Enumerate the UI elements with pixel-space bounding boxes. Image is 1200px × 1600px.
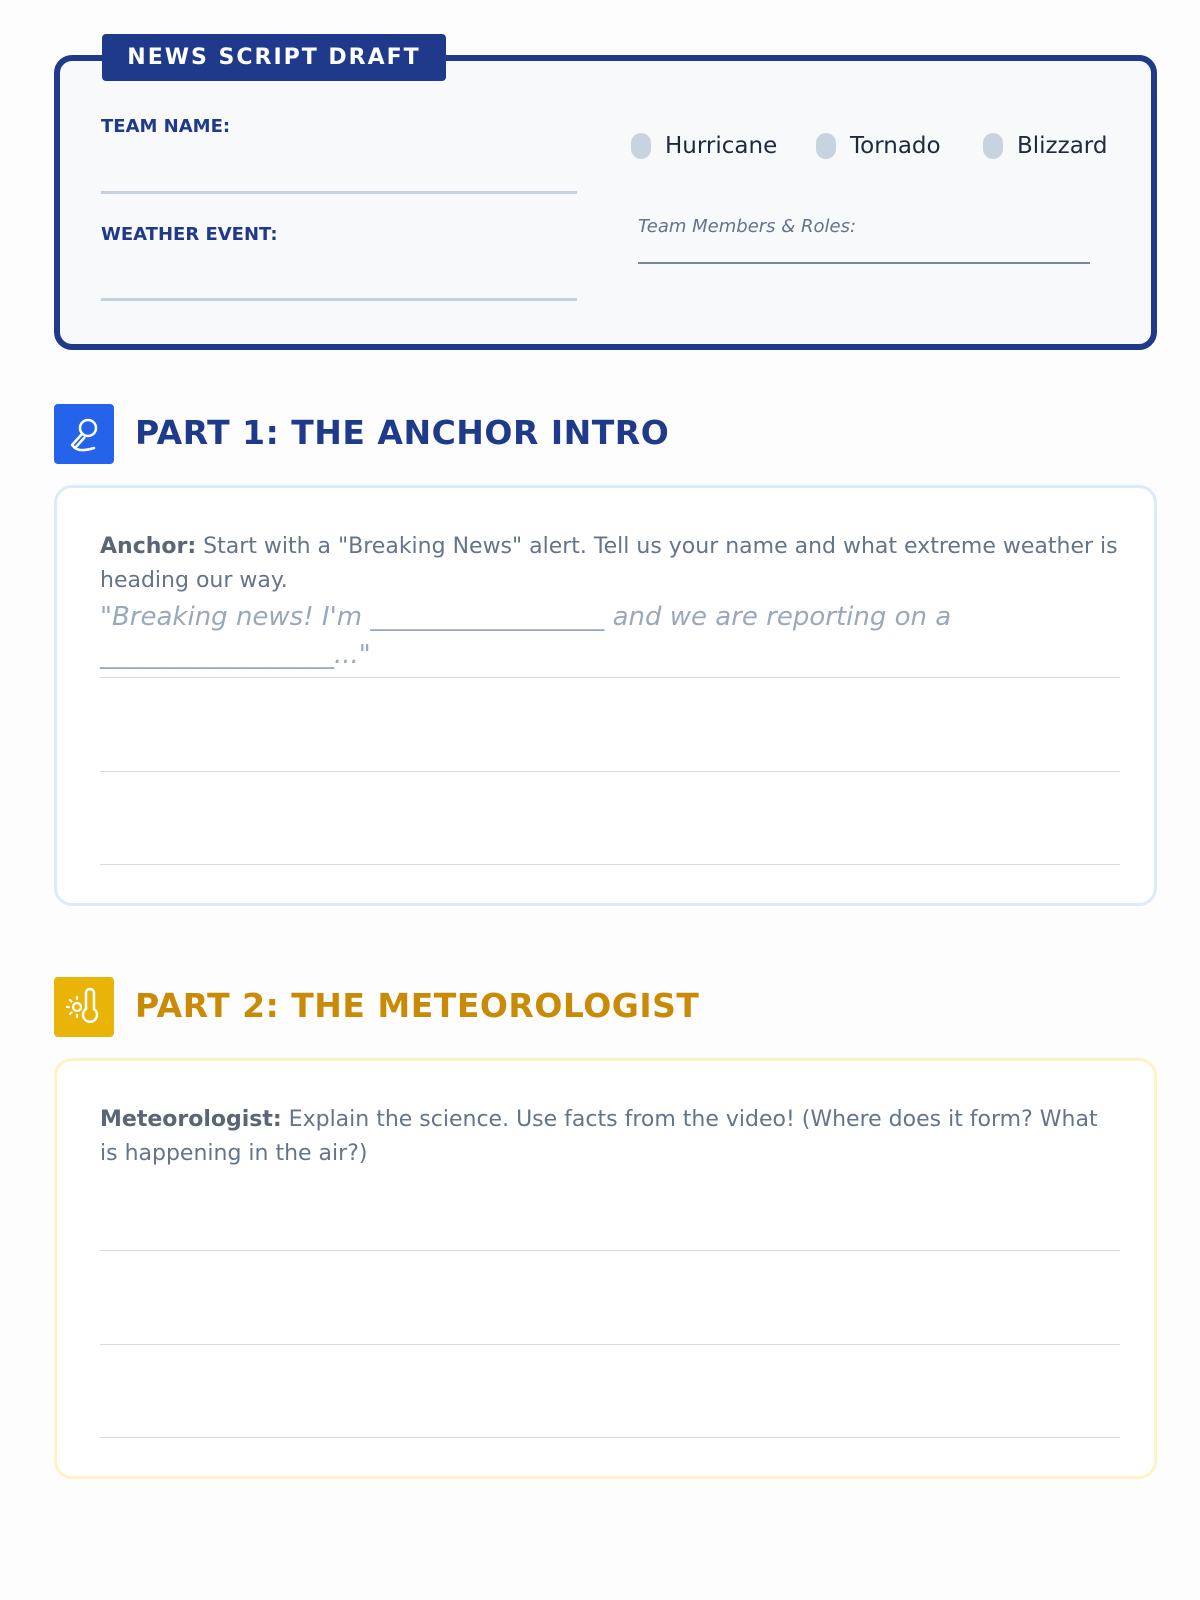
anchor-role: Anchor: xyxy=(100,534,197,559)
radio-blizzard[interactable] xyxy=(983,133,1003,159)
option-hurricane[interactable] xyxy=(631,133,777,159)
writing-line[interactable] xyxy=(100,677,1120,678)
meteorologist-section xyxy=(54,1058,1157,1479)
thermometer-sun-icon xyxy=(54,977,114,1037)
option-tornado-label: Tornado xyxy=(850,133,941,159)
option-blizzard-label: Blizzard xyxy=(1017,133,1108,159)
anchor-example-sentence: "Breaking news! I'm __________________ and we are reporting on a __________________..." xyxy=(100,602,952,670)
writing-line[interactable] xyxy=(100,771,1120,772)
weather-event-label: WEATHER EVENT: xyxy=(101,224,278,245)
radio-tornado[interactable] xyxy=(816,133,836,159)
option-blizzard[interactable] xyxy=(983,133,1107,159)
writing-line[interactable] xyxy=(100,1437,1120,1438)
option-hurricane-label: Hurricane xyxy=(665,133,778,159)
anchor-prompt xyxy=(100,530,1120,598)
meteorologist-role: Meteorologist: xyxy=(100,1107,282,1132)
worksheet-title: NEWS SCRIPT DRAFT xyxy=(102,34,446,81)
meteorologist-prompt xyxy=(100,1103,1120,1171)
anchor-instructions: Start with a "Breaking News" alert. Tell us your name and what extreme weather is heading our way. xyxy=(100,534,1118,593)
header-card xyxy=(54,55,1157,350)
radio-hurricane[interactable] xyxy=(631,133,651,159)
meteorologist-instructions: Explain the science. Use facts from the video! (Where does it form? What is happening in the air?) xyxy=(100,1107,1098,1166)
team-members-field[interactable] xyxy=(638,262,1090,264)
option-tornado[interactable] xyxy=(816,133,941,159)
team-name-field[interactable] xyxy=(101,191,577,194)
writing-line[interactable] xyxy=(100,1344,1120,1345)
microphone-icon xyxy=(54,404,114,464)
part2-title: PART 2: THE METEOROLOGIST xyxy=(135,986,700,1025)
team-members-label: Team Members & Roles: xyxy=(638,216,857,237)
weather-event-field[interactable] xyxy=(101,298,577,301)
anchor-section xyxy=(54,485,1157,906)
team-name-label: TEAM NAME: xyxy=(101,116,231,137)
writing-line[interactable] xyxy=(100,1250,1120,1251)
part1-title: PART 1: THE ANCHOR INTRO xyxy=(135,413,670,452)
writing-line[interactable] xyxy=(100,864,1120,865)
